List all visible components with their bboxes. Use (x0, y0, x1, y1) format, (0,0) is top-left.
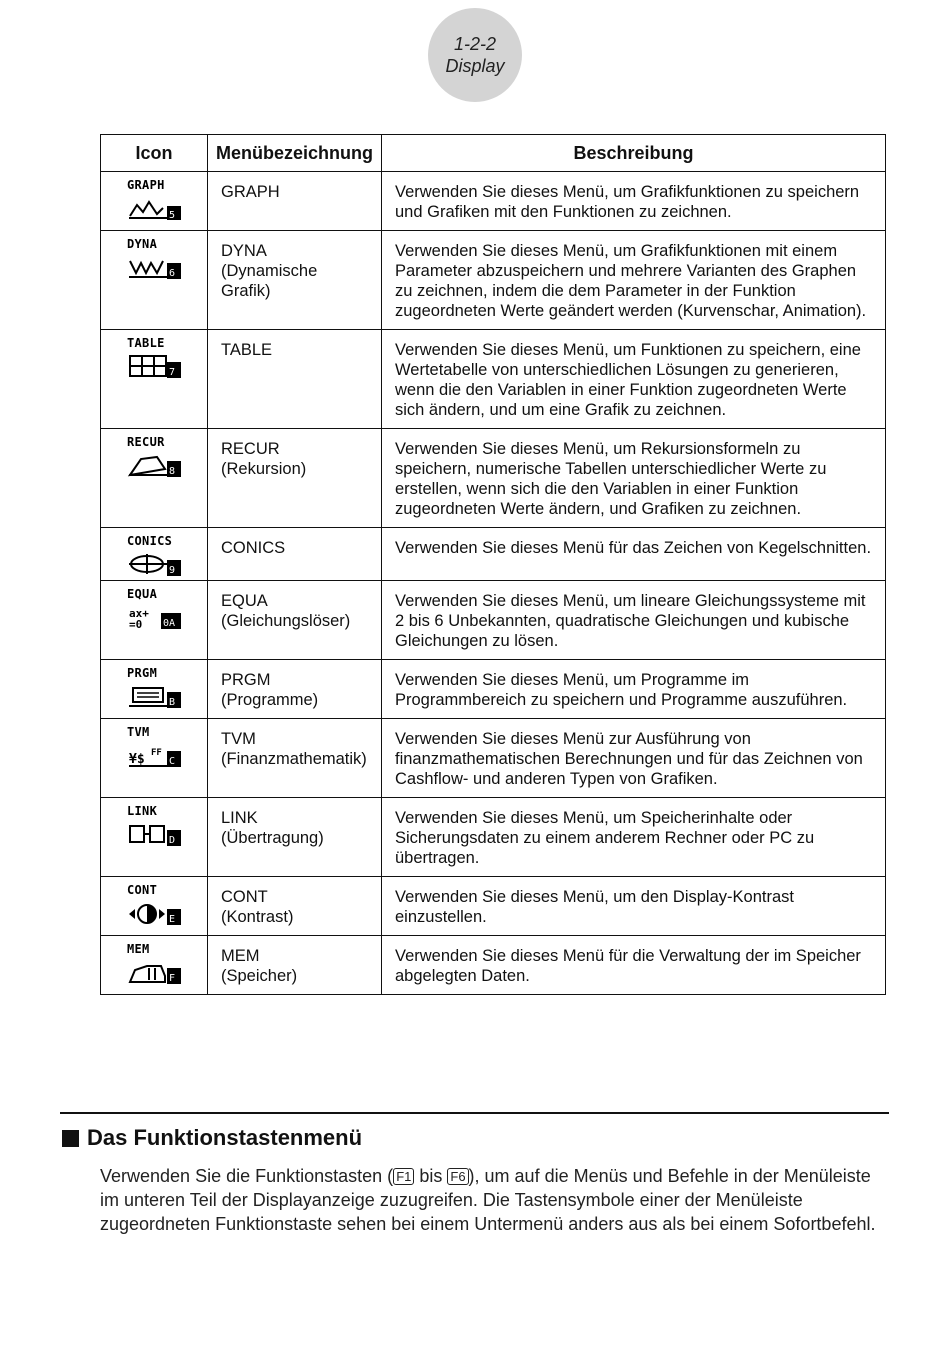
menu-name-subtitle: (Finanzmathematik) (221, 750, 367, 768)
menu-name: GRAPH (221, 183, 280, 201)
icon-cell (101, 528, 208, 581)
table-row (101, 660, 886, 719)
paragraph-text-start: Verwenden Sie die Funktionstasten ( (100, 1166, 394, 1186)
svg-text:E: E (169, 914, 176, 925)
menu-name: DYNA (221, 242, 267, 260)
icon-label: LINK (127, 804, 158, 818)
mem-icon (127, 942, 183, 988)
menu-name: PRGM (221, 671, 271, 689)
icon-label: RECUR (127, 435, 165, 449)
icon-cell (101, 330, 208, 429)
table-row (101, 581, 886, 660)
menu-name: MEM (221, 947, 260, 965)
icon-cell (101, 798, 208, 877)
table-icon (127, 336, 183, 382)
table-row (101, 528, 886, 581)
section-divider (60, 1112, 889, 1114)
menu-description: Verwenden Sie dieses Menü, um Speicherinhalte oder Sicherungsdaten zu einem anderem Rechner oder PC zu übertragen. (382, 798, 886, 877)
menu-name-cell (208, 877, 382, 936)
table-row (101, 231, 886, 330)
menu-name-subtitle: (Gleichungslöser) (221, 612, 351, 630)
table-row (101, 798, 886, 877)
icon-label: CONT (127, 883, 158, 897)
menu-name: CONT (221, 888, 268, 906)
square-bullet-icon (62, 1130, 79, 1147)
icon-cell (101, 877, 208, 936)
table-body (101, 172, 886, 995)
table-row (101, 936, 886, 995)
menu-name-cell (208, 429, 382, 528)
icon-label: EQUA (127, 587, 158, 601)
menu-description: Verwenden Sie dieses Menü, um Rekursionsformeln zu speichern, numerische Tabellen unterschiedlicher Werte zu erstellen, wenn sich die den Variablen in einer Funktion zugeordneten Werte ändern, und Grafiken zu zeichnen. (382, 429, 886, 528)
svg-text:D: D (169, 835, 176, 846)
menu-description: Verwenden Sie dieses Menü, um den Display-Kontrast einzustellen. (382, 877, 886, 936)
svg-text:5: 5 (169, 210, 176, 221)
svg-text:ax+: ax+ (129, 607, 149, 620)
paragraph-text-end: ), um auf die Menüs und Befehle in der Menüleiste im unteren Teil der Displayanzeige zuzugreifen. Die Tastensymbole einer der Menüleiste zugeordneten Funktionstaste sehen bei einem Untermenü anders aus als bei einem Sofortbefehl. (100, 1166, 876, 1234)
menu-name-cell (208, 581, 382, 660)
menu-name-subtitle: Grafik) (221, 282, 271, 300)
svg-text:7: 7 (169, 367, 176, 378)
table-row (101, 429, 886, 528)
menu-name-subtitle: (Übertragung) (221, 829, 324, 847)
menu-description: Verwenden Sie dieses Menü, um lineare Gleichungssysteme mit 2 bis 6 Unbekannten, quadratische Gleichungen und kubische Gleichungen zu lösen. (382, 581, 886, 660)
header-description: Beschreibung (382, 135, 886, 172)
page-number-badge (428, 8, 522, 102)
menu-description: Verwenden Sie dieses Menü für die Verwaltung der im Speicher abgelegten Daten. (382, 936, 886, 995)
icon-cell (101, 429, 208, 528)
menu-name-cell (208, 798, 382, 877)
menu-name: TABLE (221, 341, 273, 359)
menu-description: Verwenden Sie dieses Menü, um Grafikfunktionen zu speichern und Grafiken mit den Funktionen zu zeichnen. (382, 172, 886, 231)
menu-name: CONICS (221, 539, 286, 557)
f1-key-icon: F1 (393, 1168, 414, 1185)
menu-description: Verwenden Sie dieses Menü, um Programme im Programmbereich zu speichern und Programme auszuführen. (382, 660, 886, 719)
icon-label: TABLE (127, 336, 165, 350)
menu-description: Verwenden Sie dieses Menü, um Funktionen zu speichern, eine Wertetabelle von unterschiedlichen Lösungen zu generieren, wenn die den Variablen in einer Funktion zugeordneten Werte sich ändern, und um eine Grafik zu zeichnen. (382, 330, 886, 429)
menu-name: LINK (221, 809, 258, 827)
icon-label: GRAPH (127, 178, 165, 192)
icon-label: MEM (127, 942, 150, 956)
menu-name-cell (208, 172, 382, 231)
svg-text:6: 6 (169, 268, 176, 279)
prgm-icon (127, 666, 183, 712)
section-title: Das Funktionstastenmenü (87, 1125, 363, 1150)
icon-label: TVM (127, 725, 150, 739)
icon-cell (101, 719, 208, 798)
menu-name-cell (208, 719, 382, 798)
recur-icon (127, 435, 183, 481)
icon-cell (101, 231, 208, 330)
svg-text:B: B (169, 697, 176, 708)
menu-description: Verwenden Sie dieses Menü für das Zeichen von Kegelschnitten. (382, 528, 886, 581)
svg-text:FF: FF (151, 748, 162, 758)
menu-name-cell (208, 660, 382, 719)
table-row (101, 330, 886, 429)
table-row (101, 877, 886, 936)
svg-text:8: 8 (169, 466, 176, 477)
menu-name-subtitle: (Dynamische (221, 262, 318, 280)
table-row (101, 172, 886, 231)
table-header-row (101, 135, 886, 172)
menu-description: Verwenden Sie dieses Menü zur Ausführung von finanzmathematischen Berechnungen und für das Zeichnen von Cashflow- und anderen Typen von Grafiken. (382, 719, 886, 798)
svg-text:=0: =0 (129, 618, 143, 631)
equa-icon (127, 587, 183, 633)
icon-label: DYNA (127, 237, 158, 251)
tvm-icon (127, 725, 183, 771)
menu-name-cell (208, 231, 382, 330)
menu-name: TVM (221, 730, 256, 748)
menu-name-cell (208, 936, 382, 995)
menu-name-subtitle: (Kontrast) (221, 908, 294, 926)
icon-cell (101, 581, 208, 660)
menu-name-subtitle: (Programme) (221, 691, 319, 709)
menu-name-subtitle: (Speicher) (221, 967, 298, 985)
menu-name-cell (208, 528, 382, 581)
svg-text:9: 9 (169, 565, 176, 576)
icon-cell (101, 936, 208, 995)
table-row (101, 719, 886, 798)
icon-cell (101, 172, 208, 231)
svg-text:0A: 0A (163, 618, 176, 629)
paragraph-text-mid: bis (414, 1166, 448, 1186)
section-heading (62, 1125, 362, 1151)
f6-key-icon: F6 (447, 1168, 468, 1185)
menu-description: Verwenden Sie dieses Menü, um Grafikfunktionen mit einem Parameter abzuspeichern und mehrere Varianten des Graphen zu zeichnen, indem die dem Parameter in der Funktion zugeordneten Werte geändert werden (Kurvenschar, Animation). (382, 231, 886, 330)
svg-text:F: F (169, 973, 176, 984)
header-name: Menübezeichnung (208, 135, 382, 172)
header-icon: Icon (101, 135, 208, 172)
dyna-icon (127, 237, 183, 283)
cont-icon (127, 883, 183, 929)
icon-label: CONICS (127, 534, 173, 548)
svg-text:C: C (169, 756, 176, 767)
menu-name-cell (208, 330, 382, 429)
page-number: 1-2-2 (453, 34, 497, 54)
menu-name: EQUA (221, 592, 268, 610)
link-icon (127, 804, 183, 850)
menu-table (100, 134, 886, 995)
conics-icon (127, 534, 183, 580)
icon-cell (101, 660, 208, 719)
menu-name-subtitle: (Rekursion) (221, 460, 307, 478)
svg-text:¥$: ¥$ (129, 752, 145, 767)
section-paragraph (100, 1164, 885, 1236)
graph-icon (127, 178, 183, 224)
page-section: Display (445, 56, 505, 76)
menu-name: RECUR (221, 440, 280, 458)
icon-label: PRGM (127, 666, 158, 680)
